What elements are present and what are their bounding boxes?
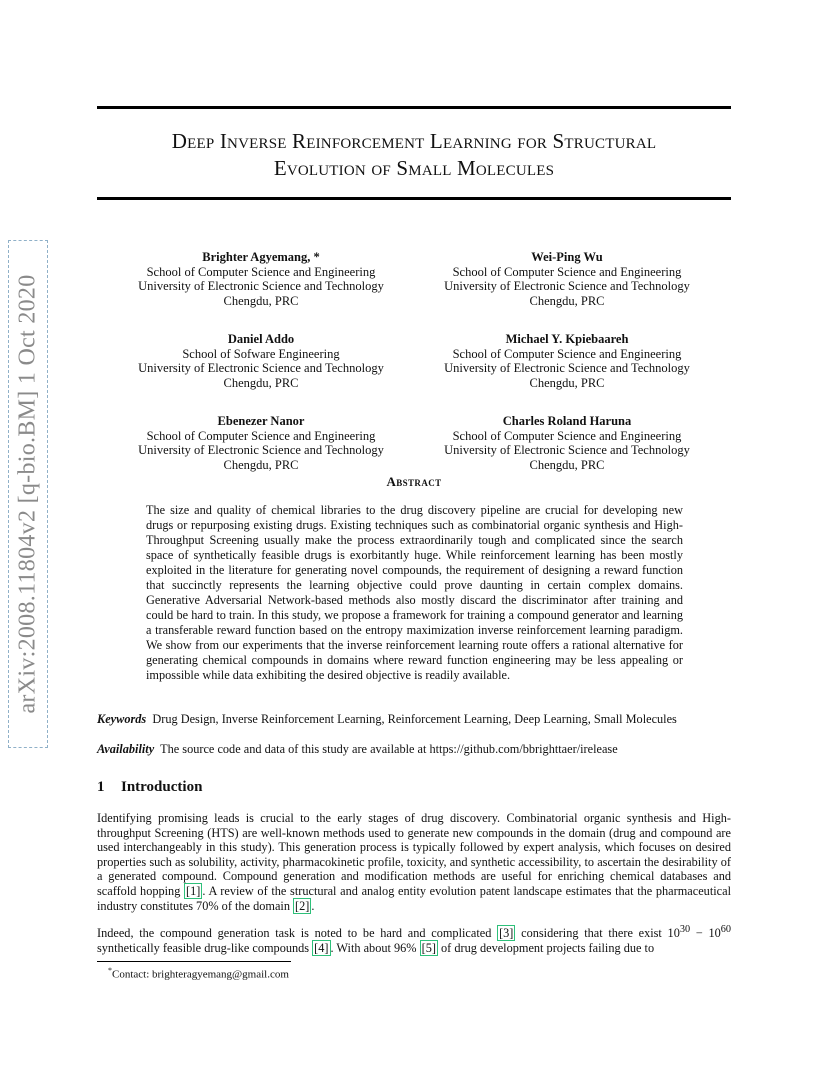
citation-link[interactable]: [3] xyxy=(499,926,514,941)
author-name: Wei-Ping Wu xyxy=(531,250,603,264)
author-dept: School of Computer Science and Engineering xyxy=(452,428,682,443)
author-dept: School of Computer Science and Engineering xyxy=(452,346,682,361)
availability-label: Availability xyxy=(97,742,155,756)
author-block xyxy=(111,332,411,391)
footnote-rule xyxy=(97,961,291,962)
author-loc: Chengdu, PRC xyxy=(223,294,299,309)
para2-text-a: Indeed, the compound generation task is noted to be hard and complicated xyxy=(97,926,498,941)
intro-paragraph-1 xyxy=(97,811,731,913)
author-block xyxy=(111,414,411,473)
footnote-text: Contact: brighteragyemang@gmail.com xyxy=(112,968,289,981)
author-loc: Chengdu, PRC xyxy=(223,376,299,391)
citation-link[interactable]: [4] xyxy=(314,940,329,955)
author-univ: University of Electronic Science and Technology xyxy=(444,279,690,294)
para2-text-b: considering that there exist 10 xyxy=(515,926,680,941)
para2-text-c: − 10 xyxy=(690,926,721,941)
availability-line xyxy=(97,742,737,757)
title-rule-bottom xyxy=(97,197,731,200)
para2-text-d: synthetically feasible drug-like compounds xyxy=(97,940,313,955)
abstract-heading: Abstract xyxy=(386,474,442,489)
para1-text-b: . A review of the structural and analog entity evolution patent landscape estimates that the pharmaceutical industry constitutes 70% of the domain xyxy=(97,883,731,913)
title-line-2: Evolution of Small Molecules xyxy=(273,156,555,180)
author-dept: School of Computer Science and Engineering xyxy=(146,264,376,279)
para1-text-c: . xyxy=(311,898,315,913)
author-univ: University of Electronic Science and Technology xyxy=(444,361,690,376)
title-rule-top xyxy=(97,106,731,109)
author-block xyxy=(417,332,717,391)
citation-link[interactable]: [2] xyxy=(295,898,310,913)
exponent: 30 xyxy=(679,924,691,935)
author-dept: School of Computer Science and Engineering xyxy=(146,428,376,443)
author-block xyxy=(417,414,717,473)
footnote xyxy=(108,964,289,982)
abstract-text: The size and quality of chemical libraries to the drug discovery pipeline are crucial for developing new drugs or repurposing existing drugs. Existing techniques such as combinatorial organic synthesis and High-Throughput Screening usually make the process extraordinarily tough and complicated since the search space of synthetically feasible drugs is exorbitantly huge. While reinforcement learning has been mostly exploited in the literature for generating novel compounds, the requirement of designing a reward function that succinctly represents the learning objective could prove daunting in certain complex domains. Generative Adversarial Network-based methods also mostly discard the discriminator after training and could be hard to train. In this study, we propose a framework for training a compound generator and learning a transferable reward function based on the entropy maximization inverse reinforcement learning paradigm. We show from our experiments that the inverse reinforcement learning route offers a rational alternative for generating chemical compounds in domains where reward function engineering may be less appealing or impossible while data exhibiting the desired objective is readily available. xyxy=(146,503,683,682)
author-block xyxy=(417,250,717,309)
para2-text-e: . With about 96% xyxy=(330,940,420,955)
keywords-line xyxy=(97,712,737,727)
intro-paragraph-2 xyxy=(97,923,731,955)
author-name: Daniel Addo xyxy=(227,332,295,346)
author-univ: University of Electronic Science and Technology xyxy=(138,361,384,376)
keywords-text: Drug Design, Inverse Reinforcement Learning, Reinforcement Learning, Deep Learning, Small Molecules xyxy=(152,712,677,726)
author-univ: University of Electronic Science and Technology xyxy=(138,279,384,294)
author-dept: School of Sofware Engineering xyxy=(182,346,340,361)
section-title: Introduction xyxy=(121,779,203,795)
keywords-label: Keywords xyxy=(97,712,147,726)
author-name: Brighter Agyemang, * xyxy=(202,250,320,264)
section-number: 1 xyxy=(97,779,105,795)
citation-link[interactable]: [1] xyxy=(186,883,201,898)
author-name: Michael Y. Kpiebaareh xyxy=(505,332,629,346)
citation-link[interactable]: [5] xyxy=(421,940,436,955)
author-dept: School of Computer Science and Engineering xyxy=(452,264,682,279)
exponent: 60 xyxy=(720,924,732,935)
author-name: Ebenezer Nanor xyxy=(217,414,305,428)
author-loc: Chengdu, PRC xyxy=(223,458,299,473)
author-name: Charles Roland Haruna xyxy=(502,414,632,428)
availability-text: The source code and data of this study are available at https://github.com/bbrighttaer/irelease xyxy=(160,742,618,756)
author-loc: Chengdu, PRC xyxy=(529,458,605,473)
author-block xyxy=(111,250,411,309)
footnote-mark: * xyxy=(108,966,112,975)
para1-text-a: Identifying promising leads is crucial to the early stages of drug discovery. Combinatorial organic synthesis and High-throughput Screening (HTS) are well-known methods used to generate new compounds in the domain (drug and compound are used interchangeably in this study). This generation process is typically followed by expert analysis, which focuses on desired properties such as solubility, activity, pharmacokinetic profile, toxicity, and synthetic accessibility, to ascertain the desirability of a generated compound. Compound generation and modification methods are useful for enriching chemical databases and scaffold hopping xyxy=(97,811,731,898)
arxiv-stamp-text[interactable]: arXiv:2008.11804v2 [q-bio.BM] 1 Oct 2020 xyxy=(14,274,41,714)
para2-text-f: of drug development projects failing due to xyxy=(437,940,655,955)
section-heading xyxy=(97,779,202,796)
author-loc: Chengdu, PRC xyxy=(529,294,605,309)
author-loc: Chengdu, PRC xyxy=(529,376,605,391)
author-univ: University of Electronic Science and Technology xyxy=(138,443,384,458)
title-line-1: Deep Inverse Reinforcement Learning for Structural xyxy=(171,129,657,153)
paper-title xyxy=(97,128,731,182)
author-univ: University of Electronic Science and Technology xyxy=(444,443,690,458)
